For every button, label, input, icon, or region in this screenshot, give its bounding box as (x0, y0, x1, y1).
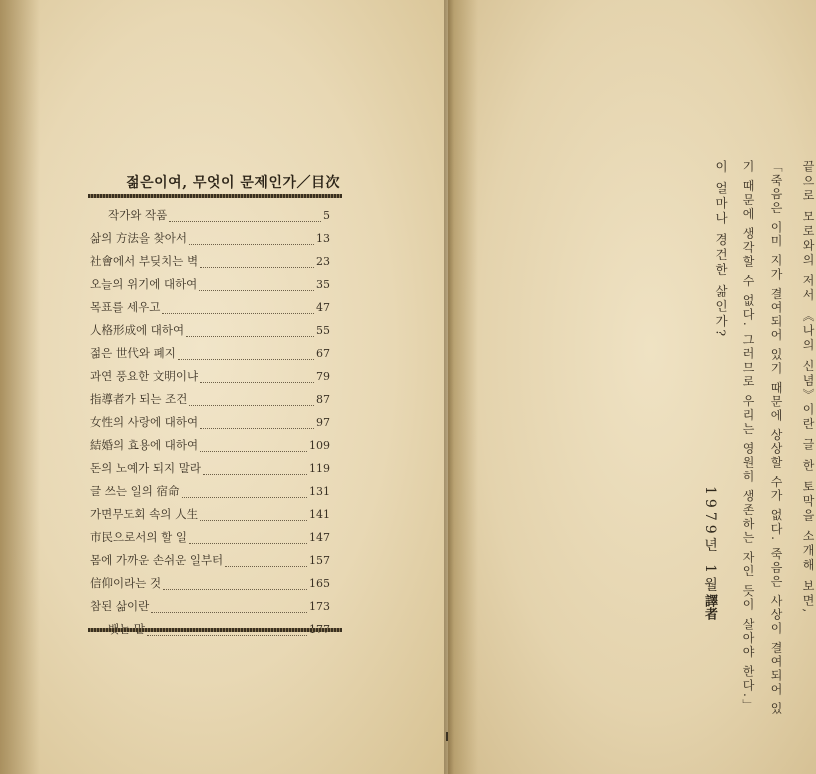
toc-entry (90, 483, 330, 503)
toc-entry-label: 젊은 世代와 폐지 (90, 346, 176, 360)
page-speck (446, 732, 448, 741)
toc-entry-label: 信仰이라는 것 (90, 576, 162, 590)
toc-leader-dots (169, 213, 321, 222)
toc-bottom-rule (88, 628, 342, 632)
toc-entry-page: 47 (316, 301, 330, 314)
preface-line-3: 기 때문에 생각할 수 없다. 그러므로 우리는 영원히 생존하는 자인 듯이 살아야 한다.」 (741, 160, 755, 713)
preface-date: 1979년 1월 (702, 486, 718, 595)
toc-leader-dots (200, 512, 307, 521)
toc-entry-page: 157 (309, 554, 330, 567)
toc-entry (90, 529, 330, 549)
toc-entry (90, 598, 330, 618)
toc-entry (90, 276, 330, 296)
toc-entry-label: 오늘의 위기에 대하여 (90, 277, 198, 291)
toc-leader-dots (200, 443, 307, 452)
toc-entry (90, 230, 330, 250)
toc-entry-page: 131 (309, 485, 330, 498)
toc-entry-label: 結婚의 효용에 대하여 (90, 438, 199, 452)
toc-leader-dots (151, 604, 307, 613)
toc-entry-label: 삶의 方法을 찾아서 (90, 231, 187, 245)
toc-entry (90, 299, 330, 319)
book-gutter (444, 0, 454, 774)
preface-line-1: 끝으로 모로와의 저서 《나의 신념》이란 글 한 토막을 소개해 보면, (801, 160, 815, 615)
toc-title: 젊은이여, 무엇이 문제인가／目次 (126, 175, 340, 191)
toc-entry-label: 글 쓰는 일의 宿命 (90, 484, 180, 498)
toc-entry-label: 돈의 노예가 되지 말라 (90, 461, 201, 475)
toc-leader-dots (182, 489, 307, 498)
toc-leader-dots (162, 305, 314, 314)
preface-signature: 譯者 (702, 594, 717, 620)
toc-leader-dots (203, 466, 307, 475)
toc-leader-dots (200, 374, 314, 383)
toc-entry (108, 207, 330, 227)
toc-entry (90, 253, 330, 273)
toc-entry (90, 437, 330, 457)
toc-entry (90, 414, 330, 434)
toc-entry-label: 女性의 사랑에 대하여 (90, 415, 199, 429)
toc-entry (90, 322, 330, 342)
toc-entry-page: 165 (309, 577, 330, 590)
toc-leader-dots (189, 236, 314, 245)
toc-leader-dots (189, 397, 314, 406)
toc-entry (90, 368, 330, 388)
toc-entry-label: 가면무도회 속의 人生 (90, 507, 199, 521)
toc-entry-page: 35 (316, 278, 330, 291)
toc-entry-page: 23 (316, 255, 330, 268)
right-page (448, 0, 816, 774)
toc-entry-page: 5 (323, 209, 330, 222)
toc-entry (90, 506, 330, 526)
toc-entry-label: 社會에서 부딪치는 벽 (90, 254, 199, 268)
toc-leader-dots (189, 535, 307, 544)
toc-entry-page: 141 (309, 508, 330, 521)
toc-entry-label: 참된 삶이란 (90, 599, 150, 613)
toc-entry-label: 市民으로서의 할 일 (90, 530, 187, 544)
preface-line-2: 「죽음은 이미 지가 결여되어 있기 때문에 상상할 수가 없다. 죽음은 사상이 결여되어 있 (769, 160, 783, 716)
toc-leader-dots (178, 351, 314, 360)
toc-leader-dots (163, 581, 307, 590)
toc-entry-page: 79 (316, 370, 330, 383)
toc-top-rule (88, 194, 342, 198)
toc-entry (90, 575, 330, 595)
toc-leader-dots (200, 259, 314, 268)
toc-entry-page: 109 (309, 439, 330, 452)
toc-entry-page: 87 (316, 393, 330, 406)
toc-entry-page: 55 (316, 324, 330, 337)
toc-entry-label: 작가와 작품 (108, 208, 168, 222)
toc-entry-label: 人格形成에 대하여 (90, 323, 185, 337)
toc-entry (90, 345, 330, 365)
preface-line-4: 이 얼마나 경건한 삶인가? (713, 160, 729, 339)
toc-leader-dots (199, 282, 314, 291)
toc-entry-label: 指導者가 되는 조건 (90, 392, 188, 406)
toc-leader-dots (200, 420, 314, 429)
toc-entry-label: 몸에 가까운 손쉬운 일부터 (90, 553, 224, 567)
toc-leader-dots (186, 328, 314, 337)
toc-entry-page: 173 (309, 600, 330, 613)
toc-entry (90, 391, 330, 411)
toc-leader-dots (225, 558, 307, 567)
toc-entry (90, 460, 330, 480)
toc-entry-label: 과연 풍요한 文明이냐 (90, 369, 199, 383)
toc-entry-page: 119 (309, 462, 330, 475)
toc-entry-page: 13 (316, 232, 330, 245)
toc-entry-label: 목표를 세우고 (90, 300, 161, 314)
toc-entry-page: 97 (316, 416, 330, 429)
toc-entry-page: 147 (309, 531, 330, 544)
toc-entry-page: 67 (316, 347, 330, 360)
toc-entry (90, 552, 330, 572)
